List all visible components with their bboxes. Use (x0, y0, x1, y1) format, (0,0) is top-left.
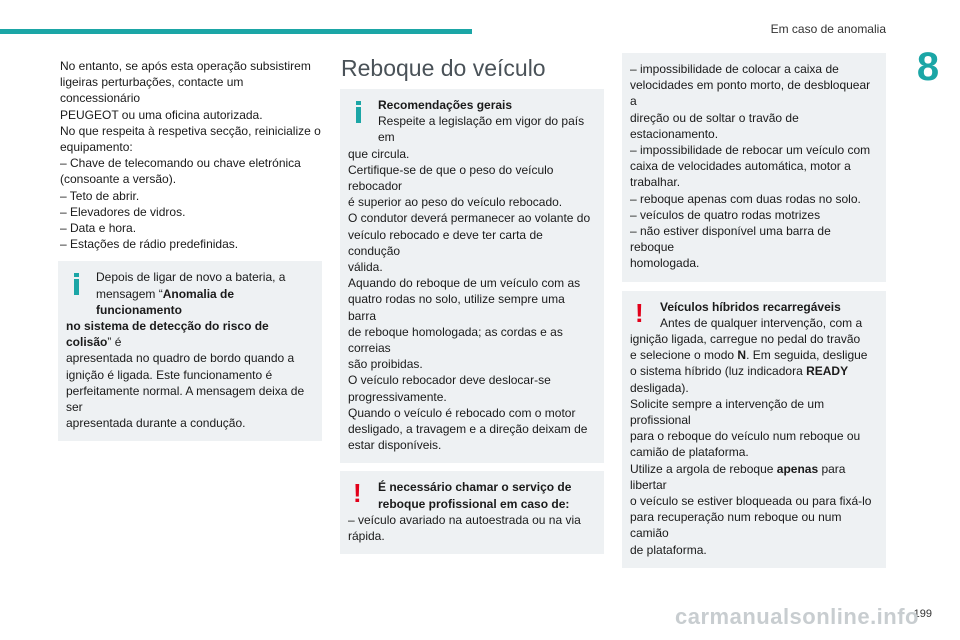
text-line: de plataforma. (630, 542, 707, 557)
text-line: No que respeita à respetiva secção, reinicialize o (60, 123, 321, 138)
text-span: o sistema híbrido (luz indicadora (630, 364, 807, 379)
text-line: homologada. (630, 256, 700, 271)
text-line: No entanto, se após esta operação subsistirem (60, 59, 311, 73)
text-line: válida. (348, 260, 383, 275)
message-name: Anomalia de funcionamento (96, 286, 235, 317)
list-item: – veículo avariado na autoestrada ou na via (348, 512, 581, 527)
exclamation-icon: ! (635, 297, 644, 328)
column-3 (622, 53, 886, 568)
text-span: ” é (107, 335, 122, 350)
text-line: desligado, a travagem e a direção deixam de (348, 422, 588, 437)
text-line (630, 347, 878, 363)
intro-text (60, 58, 322, 252)
info-box (340, 89, 604, 463)
message-name-cont: no sistema de detecção do risco de colisão (66, 319, 269, 350)
warning-box (622, 291, 886, 568)
text-line: rápida. (348, 529, 385, 544)
chapter-number: 8 (916, 45, 940, 89)
warning-continued-box (622, 53, 886, 282)
text-line: Respeite a legislação em vigor do país em (378, 114, 585, 145)
text-line: o veículo se estiver bloqueada ou para fixá-lo (630, 494, 872, 509)
text-line: ignição é ligada. Este funcionamento é (66, 367, 273, 382)
column-1 (60, 58, 322, 441)
text-line: velocidades em ponto morto, de desbloquear a (630, 78, 871, 109)
warning-box-header (348, 479, 596, 511)
warning-heading: Veículos híbridos recarregáveis (660, 299, 841, 314)
watermark[interactable]: carmanualsonline.info (675, 604, 919, 629)
text-line: perfeitamente normal. A mensagem deixa de ser (66, 383, 305, 415)
text-line: para o reboque do veículo num reboque ou (630, 429, 861, 444)
text-line: Certifique-se de que o peso do veículo rebocador (348, 162, 554, 194)
text-line: PEUGEOT ou uma oficina autorizada. (60, 107, 263, 122)
list-item: – Estações de rádio predefinidas. (60, 237, 239, 252)
info-box (58, 261, 322, 441)
text-line: Aquando do reboque de um veículo com as (348, 276, 581, 291)
text-span: e selecione o modo (630, 348, 738, 363)
text-line: progressivamente. (348, 389, 447, 404)
text-line (66, 318, 314, 350)
text-line: camião de plataforma. (630, 445, 749, 460)
text-line: para recuperação num reboque ou num camião (630, 510, 842, 541)
mode-name: N (737, 348, 747, 363)
info-box-header (66, 269, 314, 318)
warning-heading: reboque profissional em caso de: (378, 496, 570, 511)
info-icon (356, 101, 361, 123)
text-line: Depois de ligar de novo a bateria, a (96, 270, 286, 285)
text-line: O veículo rebocador deve deslocar-se (348, 373, 551, 388)
text-line: veículo rebocado e deve ter carta de condução (348, 227, 543, 258)
text-span: mensagem “ (96, 286, 163, 301)
exclamation-icon: ! (353, 478, 362, 509)
info-box-header (348, 97, 596, 146)
list-item: – Chave de telecomando ou chave eletrónica (60, 156, 301, 171)
text-line: que circula. (348, 146, 410, 161)
text-line: Quando o veículo é rebocado com o motor (348, 405, 576, 420)
text-line: trabalhar. (630, 175, 681, 190)
text-line: apresentada no quadro de bordo quando a (66, 351, 295, 366)
list-item: – Teto de abrir. (60, 188, 140, 203)
list-item: – reboque apenas com duas rodas no solo. (630, 191, 861, 206)
text-line: Solicite sempre a intervenção de um profissional (630, 396, 825, 428)
text-line (630, 363, 878, 379)
page-heading: Reboque do veículo (341, 55, 546, 81)
info-heading: Recomendações gerais (378, 98, 513, 112)
info-icon (74, 273, 79, 295)
text-line: ignição ligada, carregue no pedal do travão (630, 332, 861, 347)
text-span: . Em seguida, desligue (746, 348, 868, 363)
text-line: (consoante a versão). (60, 172, 177, 187)
section-title: Em caso de anomalia (770, 22, 886, 36)
text-line (96, 286, 314, 318)
warning-heading: É necessário chamar o serviço de (378, 480, 572, 495)
page-number: 199 (913, 608, 932, 620)
list-item: – Elevadores de vidros. (60, 204, 186, 219)
text-line: quatro rodas no solo, utilize sempre uma barra (348, 292, 565, 323)
header-accent-bar (0, 29, 472, 34)
list-item: – impossibilidade de colocar a caixa de (630, 62, 839, 76)
warning-box-header (630, 299, 878, 331)
text-line: é superior ao peso do veículo rebocado. (348, 195, 563, 210)
text-line: são proibidas. (348, 357, 423, 372)
list-item: – veículos de quatro rodas motrizes (630, 207, 821, 222)
text-line: de reboque homologada; as cordas e as correias (348, 324, 563, 356)
indicator-name: READY (806, 364, 849, 379)
text-line: estar disponíveis. (348, 438, 442, 453)
text-line: O condutor deverá permanecer ao volante do (348, 211, 591, 226)
text-line: apresentada durante a condução. (66, 416, 246, 431)
text-line: direção ou de soltar o travão de estacionamento. (630, 110, 799, 141)
text-span: para libertar (630, 461, 846, 492)
text-span: Utilize a argola de reboque (630, 461, 777, 476)
text-line: ligeiras perturbações, contacte um concessionário (60, 75, 244, 106)
column-2 (340, 89, 604, 554)
text-line: equipamento: (60, 140, 133, 155)
list-item: – impossibilidade de rebocar um veículo com (630, 143, 871, 158)
text-line: Antes de qualquer intervenção, com a (660, 315, 863, 330)
text-line: caixa de velocidades automática, motor a (630, 159, 851, 174)
warning-box (340, 471, 604, 554)
list-item: – Data e hora. (60, 221, 137, 236)
emphasis: apenas (776, 461, 819, 476)
text-line: desligada). (630, 380, 689, 395)
text-line (630, 461, 878, 493)
list-item: – não estiver disponível uma barra de reboque (630, 224, 831, 255)
